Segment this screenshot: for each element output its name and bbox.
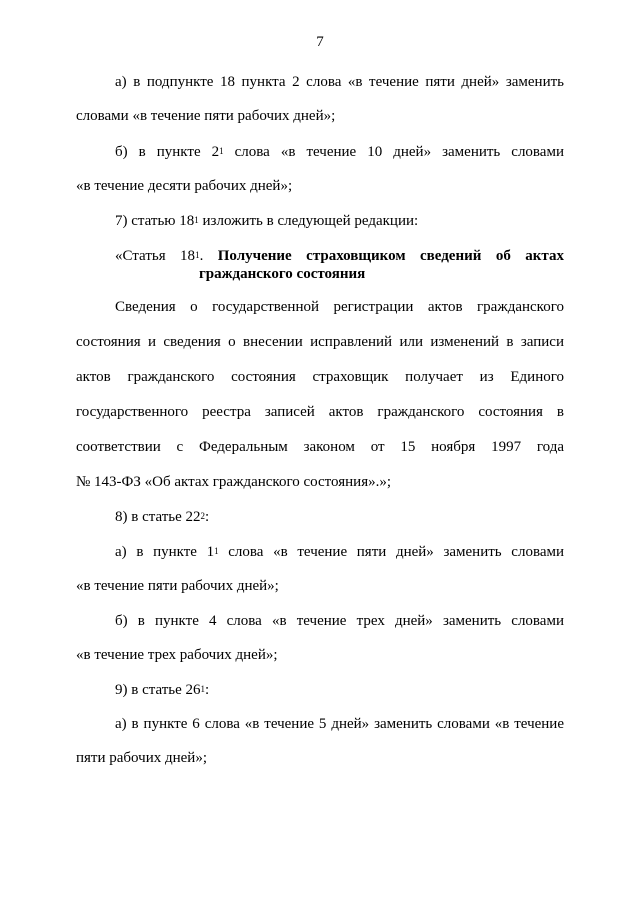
item-9a-line1: а) в пункте 6 слова «в течение 5 дней» заменить словами «в течение [115,716,564,732]
item-8b-line2: «в течение трех рабочих дней»; [76,647,278,663]
para-line2: состояния и сведения о внесении исправлений или изменений в записи [76,334,564,350]
article-title: Получение страховщиком сведений об актах [217,248,564,264]
article-label: «Статья 18 [115,248,196,264]
superscript: 1 [194,215,199,225]
para-line3: актов гражданского состояния страховщик получает из Единого [76,369,564,385]
item-8a-line2: «в течение пяти рабочих дней»; [76,578,279,594]
amend-a-line1: а) в подпункте 18 пункта 2 слова «в течение пяти дней» заменить [115,74,564,90]
text-run: : [205,682,210,698]
page-number: 7 [316,34,324,50]
article-heading-line2: гражданского состояния [199,266,366,282]
text-run: а) в пункте 1 [115,544,215,560]
article-heading-line1 [115,247,564,265]
superscript: 1 [195,250,200,260]
superscript: 1 [200,684,206,694]
item-9 [115,681,564,699]
item-8 [115,508,564,526]
text-run: слова «в течение пяти дней» заменить словами [218,544,565,560]
text-run: : [205,509,210,525]
superscript: 1 [214,546,219,556]
para-line1: Сведения о государственной регистрации актов гражданского [115,299,564,315]
para-line5: соответствии с Федеральным законом от 15 ноября 1997 года [76,439,564,455]
text-run: 7) статью 18 [115,213,195,229]
text-run: 9) в статье 26 [115,682,201,698]
superscript: 1 [219,146,224,156]
amend-b-line1 [115,143,564,161]
article-label-dot: . [199,248,204,264]
amend-a-line2: словами «в течение пяти рабочих дней»; [76,108,336,124]
text-run: слова «в течение 10 дней» заменить словами [223,144,564,160]
amend-b-line2: «в течение десяти рабочих дней»; [76,178,293,194]
text-run: изложить в следующей редакции: [198,213,419,229]
text-run: б) в пункте 2 [115,144,220,160]
para-line4: государственного реестра записей актов гражданского состояния в [76,404,564,420]
text-run: 8) в статье 22 [115,509,201,525]
item-8a-line1 [115,543,564,561]
item-7 [115,212,564,230]
item-9a-line2: пяти рабочих дней»; [76,750,207,766]
para-line6: № 143-ФЗ «Об актах гражданского состояния».»; [76,474,392,490]
superscript: 2 [200,511,206,521]
item-8b-line1: б) в пункте 4 слова «в течение трех дней» заменить словами [115,613,564,629]
